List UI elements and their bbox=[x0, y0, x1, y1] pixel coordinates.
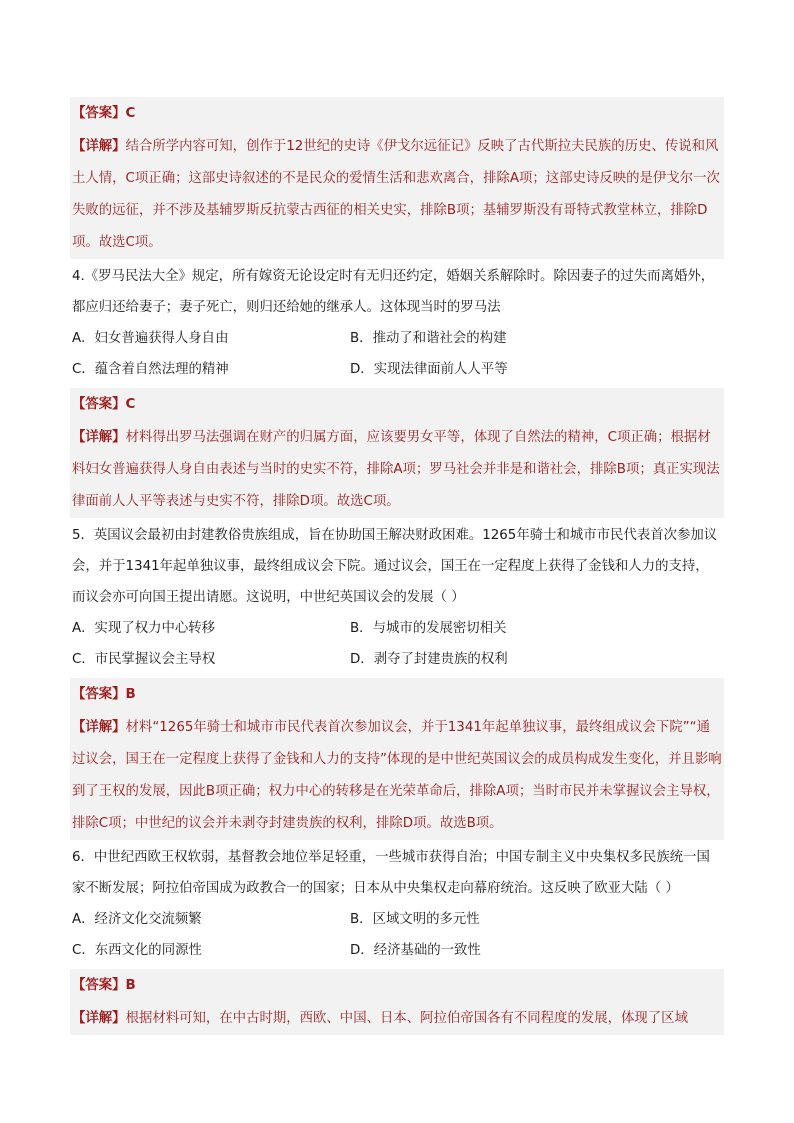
options-4 bbox=[70, 323, 724, 385]
detail-paragraph: 【详解】根据材料可知，在中古时期，西欧、中国、日本、阿拉伯帝国各有不同程度的发展，体现了区域 bbox=[72, 1011, 688, 1026]
detail-paragraph: 【详解】材料得出罗马法强调在财产的归属方面，应该要男女平等，体现了自然法的精神，C项正确；根据材料妇女普遍获得人身自由表述与当时的史实不符，排除A项；罗马社会并非是和谐社会，排除B项；真正实现法律面前人人平等表述与史实不符，排除D项。故选C项。 bbox=[72, 430, 720, 509]
answer-line: 【答案】C bbox=[72, 397, 136, 412]
option-a[interactable]: A．妇女普遍获得人身自由 bbox=[72, 331, 229, 346]
answer-block-5 bbox=[70, 678, 724, 840]
option-b[interactable]: B．推动了和谐社会的构建 bbox=[350, 331, 507, 346]
answer-block-4 bbox=[70, 388, 724, 518]
document-page bbox=[70, 95, 724, 1035]
answer-line: 【答案】B bbox=[72, 687, 136, 702]
answer-line: 【答案】B bbox=[72, 978, 136, 993]
option-d[interactable]: D．经济基础的一致性 bbox=[350, 943, 481, 958]
detail-paragraph: 【详解】结合所学内容可知，创作于12世纪的史诗《伊戈尔远征记》反映了古代斯拉夫民族的历史、传说和风土人情，C项正确；这部史诗叙述的不是民众的爱情生活和悲欢离合，排除A项；这部史诗反映的是伊戈尔一次失败的远征，并不涉及基辅罗斯反抗蒙古西征的相关史实，排除B项；基辅罗斯没有哥特式教堂林立，排除D项。故选C项。 bbox=[72, 139, 720, 250]
answer-block-3 bbox=[70, 97, 724, 259]
options-6 bbox=[70, 904, 724, 966]
option-c[interactable]: C．东西文化的同源性 bbox=[72, 943, 202, 958]
option-b[interactable]: B．区域文明的多元性 bbox=[350, 912, 480, 927]
option-c[interactable]: C．市民掌握议会主导权 bbox=[72, 652, 216, 667]
options-5 bbox=[70, 613, 724, 675]
option-d[interactable]: D．实现法律面前人人平等 bbox=[350, 362, 508, 377]
answer-line: 【答案】C bbox=[72, 106, 136, 121]
detail-paragraph: 【详解】材料“1265年骑士和城市市民代表首次参加议会，并于1341年起单独议事，最终组成议会下院”“通过议会，国王在一定程度上获得了金钱和人力的支持”体现的是中世纪英国议会的成员构成发生变化，并且影响到了王权的发展，因此B项正确；权力中心的转移是在光荣革命后，排除A项；当时市民并未掌握议会主导权，排除C项；中世纪的议会并未剥夺封建贵族的权利，排除D项。故选B项。 bbox=[72, 720, 722, 831]
question-4: 4.《罗马民法大全》规定，所有嫁资无论设定时有无归还约定，婚姻关系解除时。除因妻子的过失而离婚外，都应归还给妻子；妻子死亡，则归还给她的继承人。这体现当时的罗马法 bbox=[72, 269, 715, 315]
answer-block-6 bbox=[70, 969, 724, 1035]
option-a[interactable]: A．实现了权力中心转移 bbox=[72, 621, 216, 636]
option-c[interactable]: C．蕴含着自然法理的精神 bbox=[72, 362, 229, 377]
question-6: 6．中世纪西欧王权软弱，基督教会地位举足轻重，一些城市获得自治；中国专制主义中央集权多民族统一国家不断发展；阿拉伯帝国成为政教合一的国家；日本从中央集权走向幕府统治。这反映了欧亚大陆（ ） bbox=[72, 850, 710, 896]
question-5: 5．英国议会最初由封建教俗贵族组成，旨在协助国王解决财政困难。1265年骑士和城市市民代表首次参加议会，并于1341年起单独议事，最终组成议会下院。通过议会，国王在一定程度上获得了金钱和人力的支持，而议会亦可向国王提出请愿。这说明，中世纪英国议会的发展（ ） bbox=[72, 528, 718, 605]
option-a[interactable]: A．经济文化交流频繁 bbox=[72, 912, 202, 927]
option-b[interactable]: B．与城市的发展密切相关 bbox=[350, 621, 507, 636]
option-d[interactable]: D．剥夺了封建贵族的权利 bbox=[350, 652, 508, 667]
